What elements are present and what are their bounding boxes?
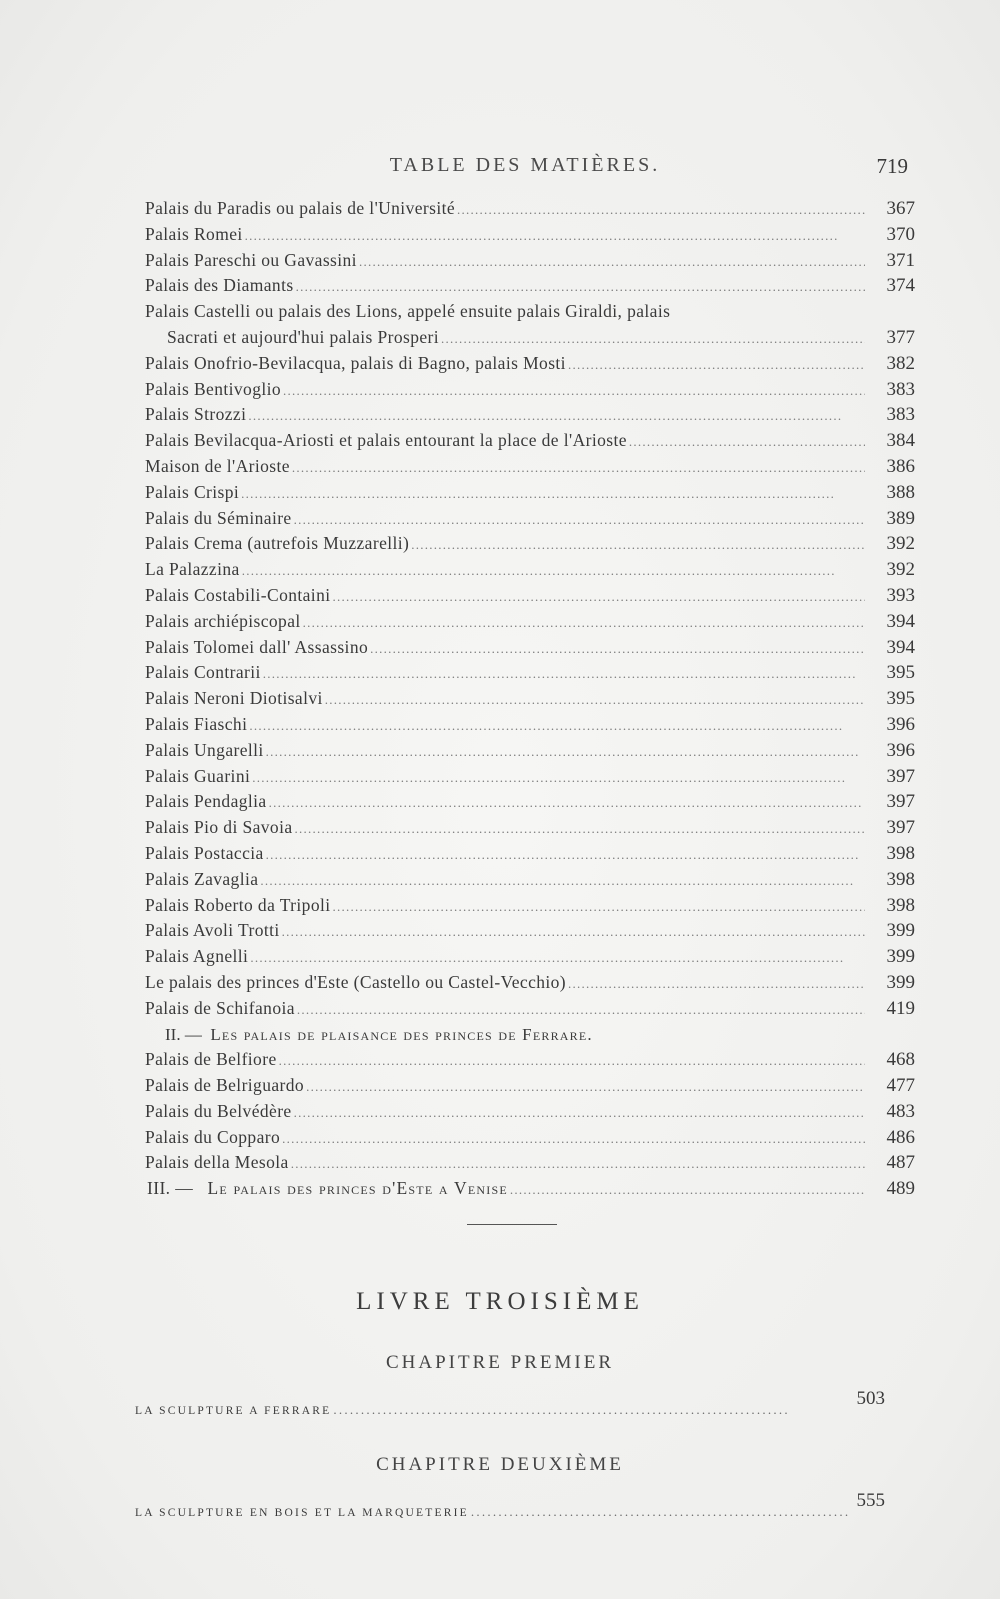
entry-page-number: 367: [886, 198, 915, 219]
entry-title: Palais Zavaglia: [145, 868, 259, 889]
entry-title: Palais Crema (autrefois Muzzarelli): [145, 533, 410, 554]
entry-page-number: 371: [886, 249, 915, 271]
toc-entry: [145, 583, 915, 609]
toc-entry-continuation: [145, 325, 915, 351]
dot-leader: [294, 1100, 865, 1126]
entry-title: Palais du Séminaire: [145, 507, 292, 528]
entry-page-number: 395: [886, 688, 915, 710]
toc-entries: [145, 196, 915, 1202]
book-heading: LIVRE TROISIÈME: [356, 1288, 644, 1315]
entry-title: Palais Bevilacqua-Ariosti et palais entourant la place de l'Arioste: [145, 430, 627, 451]
entry-title: Palais Bentivoglio: [145, 378, 282, 399]
dot-leader: [266, 842, 865, 868]
toc-entry: [145, 531, 915, 557]
toc-entry: [145, 815, 915, 841]
dot-leader: [252, 765, 865, 791]
entry-page-number: 477: [886, 1075, 915, 1097]
toc-entry: [145, 841, 915, 867]
entry-title: La Palazzina: [145, 559, 240, 580]
entry-title: Palais Castelli ou palais des Lions, appelé ensuite palais Giraldi, palais: [145, 301, 671, 322]
dot-leader: [295, 816, 865, 842]
section-title: Le palais des princes d'Este a Venise: [207, 1178, 508, 1199]
toc-entry: [145, 918, 915, 944]
entry-page-number: 383: [886, 378, 915, 400]
page-number: 719: [876, 154, 908, 178]
entry-title: Palais della Mesola: [145, 1152, 289, 1173]
toc-entry: [145, 660, 915, 686]
page-title: TABLE DES MATIÈRES.: [389, 154, 661, 176]
entry-title: Palais Contrarii: [145, 662, 261, 683]
toc-entry: [145, 196, 915, 222]
toc-entry: [145, 454, 915, 480]
dot-leader: [629, 429, 865, 455]
toc-entry: [145, 1099, 915, 1125]
toc-entry: [145, 248, 915, 274]
entry-page-number: 374: [886, 275, 915, 297]
toc-entry: [145, 970, 915, 996]
entry-title: Palais Avoli Trotti: [145, 920, 280, 941]
entry-title: Palais Agnelli: [145, 946, 249, 967]
entry-title: Palais Ungarelli: [145, 739, 264, 760]
entry-page-number: 399: [886, 971, 915, 993]
dot-leader: [242, 558, 865, 584]
entry-page-number: 483: [886, 1100, 915, 1122]
dot-leader: [248, 403, 865, 429]
entry-page-number: 377: [886, 326, 915, 348]
toc-entry: [145, 789, 915, 815]
entry-page-number: 392: [886, 533, 915, 555]
toc-entry: [145, 1125, 915, 1151]
toc-entry: [145, 867, 915, 893]
entry-page-number: 396: [886, 739, 915, 761]
dot-leader: [245, 223, 865, 249]
entry-title: Palais Romei: [145, 223, 243, 244]
toc-entry: [145, 1073, 915, 1099]
toc-entry: [145, 893, 915, 919]
entry-page-number: 382: [886, 352, 915, 374]
dot-leader: [250, 945, 865, 971]
toc-entry: [145, 738, 915, 764]
dot-leader: [471, 1504, 849, 1520]
entry-title: Palais Onofrio-Bevilacqua, palais di Bagno, palais Mosti: [145, 352, 566, 373]
dot-leader: [325, 687, 865, 713]
dot-leader: [294, 507, 865, 533]
dot-leader: [441, 326, 865, 352]
dot-leader: [332, 584, 865, 610]
entry-page-number: 394: [886, 610, 915, 632]
dot-leader: [241, 481, 865, 507]
entry-page-number: 468: [886, 1049, 915, 1071]
chapter-page-number: 503: [856, 1388, 885, 1409]
entry-title: Palais de Belriguardo: [145, 1075, 305, 1096]
chapter-page-number: 555: [856, 1490, 885, 1511]
dot-leader: [297, 997, 865, 1023]
entry-page-number: 487: [886, 1152, 915, 1174]
dot-leader: [306, 1074, 865, 1100]
toc-entry: [145, 557, 915, 583]
entry-title: Palais archiépiscopal: [145, 610, 301, 631]
dot-leader: [266, 739, 865, 765]
chapter-heading-1: CHAPITRE PREMIER: [386, 1352, 614, 1373]
dot-leader: [282, 1126, 865, 1152]
entry-page-number: 395: [886, 662, 915, 684]
entry-page-number: 398: [886, 894, 915, 916]
entry-title: Palais Pendaglia: [145, 791, 267, 812]
entry-title: Le palais des princes d'Este (Castello ou Castel-Vecchio): [145, 971, 567, 992]
toc-entry: [145, 402, 915, 428]
dot-leader: [260, 868, 865, 894]
entry-title: Palais Strozzi: [145, 404, 247, 425]
running-head: [140, 152, 910, 184]
entry-title: Palais du Belvédère: [145, 1100, 292, 1121]
dot-leader: [457, 197, 865, 223]
entry-page-number: 394: [886, 636, 915, 658]
dot-leader: [303, 610, 865, 636]
dot-leader: [291, 1151, 865, 1177]
entry-title: Palais des Diamants: [145, 275, 294, 296]
entry-title: Palais Fiaschi: [145, 713, 248, 734]
section-heading-3: III. — Le palais des princes d'Este a Venise . . . 489: [145, 1176, 915, 1202]
entry-page-number: 389: [886, 507, 915, 529]
entry-title: Palais Roberto da Tripoli: [145, 894, 331, 915]
dot-leader: [359, 249, 865, 275]
dot-leader: [568, 352, 865, 378]
chapter-title: LA SCULPTURE EN BOIS ET LA MARQUETERIE: [135, 1507, 469, 1519]
dot-leader: [333, 894, 866, 920]
dot-leader: [269, 790, 865, 816]
entry-title: Palais Neroni Diotisalvi: [145, 688, 323, 709]
dot-leader: [296, 274, 865, 300]
entry-title: Palais Tolomei dall' Assassino: [145, 636, 369, 657]
entry-title-continued: Sacrati et aujourd'hui palais Prosperi: [167, 326, 440, 347]
toc-entry: [145, 428, 915, 454]
entry-page-number: 399: [886, 946, 915, 968]
dot-leader: [333, 1402, 848, 1418]
toc-entry: [145, 377, 915, 403]
chapter-title: LA SCULPTURE A FERRARE: [135, 1405, 332, 1417]
dot-leader: [263, 661, 865, 687]
toc-entry: [145, 1150, 915, 1176]
entry-page-number: 392: [886, 559, 915, 581]
dot-leader: [249, 713, 865, 739]
toc-entry: [145, 273, 915, 299]
entry-title: Palais de Schifanoia: [145, 997, 295, 1018]
entry-page-number: 397: [886, 817, 915, 839]
toc-entry: [145, 764, 915, 790]
entry-page-number: 393: [886, 584, 915, 606]
toc-entry: [145, 480, 915, 506]
entry-title: Palais Pio di Savoia: [145, 817, 293, 838]
entry-title: Palais Postaccia: [145, 842, 264, 863]
dot-leader: [370, 636, 865, 662]
entry-title: Palais Costabili-Containi: [145, 584, 331, 605]
entry-page-number: 399: [886, 920, 915, 942]
entry-page-number: 388: [886, 481, 915, 503]
toc-entry: [145, 944, 915, 970]
chapter-heading-2: CHAPITRE DEUXIÈME: [376, 1454, 624, 1475]
entry-page-number: 386: [886, 455, 915, 477]
toc-entry: [145, 506, 915, 532]
entry-title: Palais Crispi: [145, 481, 240, 502]
entry-page-number: 419: [886, 997, 915, 1019]
entry-page-number: 486: [886, 1126, 915, 1148]
toc-entry: [145, 712, 915, 738]
toc-entry: [145, 222, 915, 248]
entry-page-number: 396: [886, 713, 915, 735]
entry-page-number: 398: [886, 842, 915, 864]
entry-page-number: 384: [886, 430, 915, 452]
dot-leader: [292, 455, 865, 481]
dot-leader: [279, 1048, 865, 1074]
entry-title: Maison de l'Arioste: [145, 455, 290, 476]
dot-leader: [510, 1177, 865, 1203]
section-heading-2: II. — Les palais de plaisance des princes de Ferrare.: [145, 1022, 915, 1048]
entry-page-number: 398: [886, 868, 915, 890]
entry-title: Palais Pareschi ou Gavassini: [145, 249, 357, 270]
entry-title: Palais Guarini: [145, 765, 251, 786]
entry-page-number: 370: [886, 223, 915, 245]
entry-page-number: 383: [886, 404, 915, 426]
toc-entry: [145, 1047, 915, 1073]
chapter-entry-2: [135, 1490, 885, 1522]
section-title: Les palais de plaisance des princes de Ferrare.: [210, 1024, 593, 1044]
toc-entry: [145, 351, 915, 377]
entry-title: Palais du Paradis ou palais de l'Université: [145, 198, 456, 218]
chapter-entry-1: [135, 1388, 885, 1420]
dot-leader: [283, 378, 865, 404]
dot-leader: [411, 532, 865, 558]
section-divider: [467, 1224, 557, 1225]
toc-entry: [145, 686, 915, 712]
toc-entry: [145, 996, 915, 1022]
toc-entry: [145, 635, 915, 661]
toc-entry: [145, 609, 915, 635]
entry-page-number: 489: [886, 1178, 915, 1200]
entry-title: Palais de Belfiore: [145, 1049, 277, 1070]
dot-leader: [568, 971, 865, 997]
entry-title: Palais du Copparo: [145, 1126, 281, 1147]
entry-page-number: 397: [886, 791, 915, 813]
toc-entry: [145, 299, 915, 325]
entry-page-number: 397: [886, 765, 915, 787]
dot-leader: [282, 919, 865, 945]
